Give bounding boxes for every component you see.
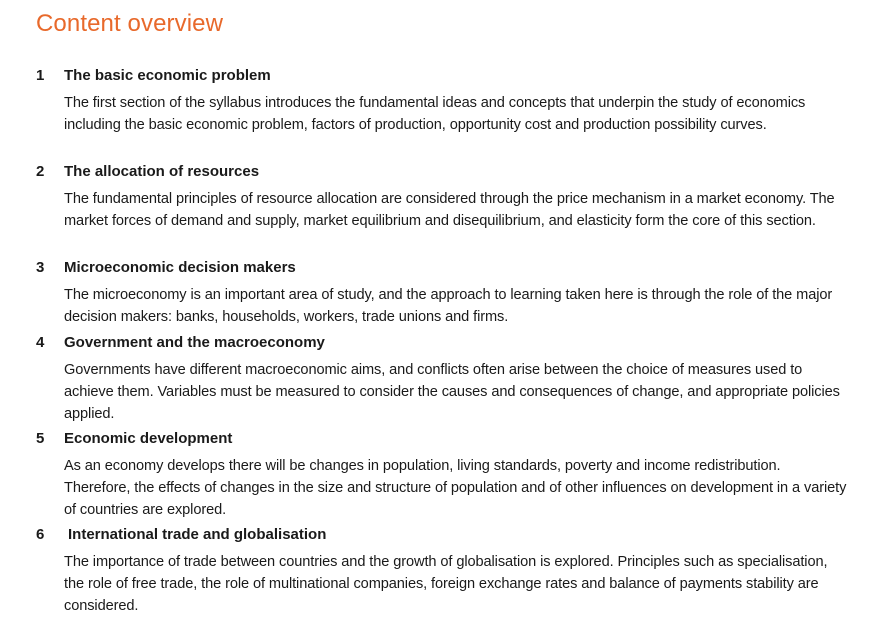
- section-number: 6: [36, 526, 45, 543]
- section-description: Governments have different macroeconomic aims, and conflicts often arise between the choice of measures used to achieve them. Variables must be measured to consider the causes and consequences of change, and appropriate policies applied.: [64, 362, 840, 422]
- section-description: The microeconomy is an important area of study, and the approach to learning taken here is through the role of the major decision makers: banks, households, workers, trade unions and firms.: [64, 287, 833, 325]
- section-number: 1: [36, 67, 45, 84]
- section-description: The fundamental principles of resource allocation are considered through the price mechanism in a market economy. The market forces of demand and supply, market equilibrium and disequilibrium, and elasticity form the core of this section.: [64, 191, 835, 229]
- section-description: The importance of trade between countries and the growth of globalisation is explored. Principles such as specialisation, the role of free trade, the role of multinational companies, foreign exchange rates and balance of payments stability are considered.: [64, 554, 828, 614]
- section-number: 2: [36, 163, 45, 180]
- section-heading: The allocation of resources: [64, 163, 260, 180]
- section-description: As an economy develops there will be changes in population, living standards, poverty and income redistribution. Therefore, the effects of changes in the size and structure of population and of other influences on development in a variety of countries are explored.: [64, 458, 847, 518]
- page-title: Content overview: [36, 10, 224, 37]
- section-heading: International trade and globalisation: [68, 526, 327, 543]
- section-number: 5: [36, 430, 45, 447]
- section-heading: The basic economic problem: [64, 67, 271, 84]
- section-number: 3: [36, 259, 45, 276]
- section-description: The first section of the syllabus introduces the fundamental ideas and concepts that underpin the study of economics including the basic economic problem, factors of production, opportunity cost and production possibility curves.: [64, 95, 806, 133]
- section-heading: Microeconomic decision makers: [64, 259, 296, 276]
- section-heading: Economic development: [64, 430, 233, 447]
- section-heading: Government and the macroeconomy: [64, 334, 325, 351]
- section-number: 4: [36, 334, 45, 351]
